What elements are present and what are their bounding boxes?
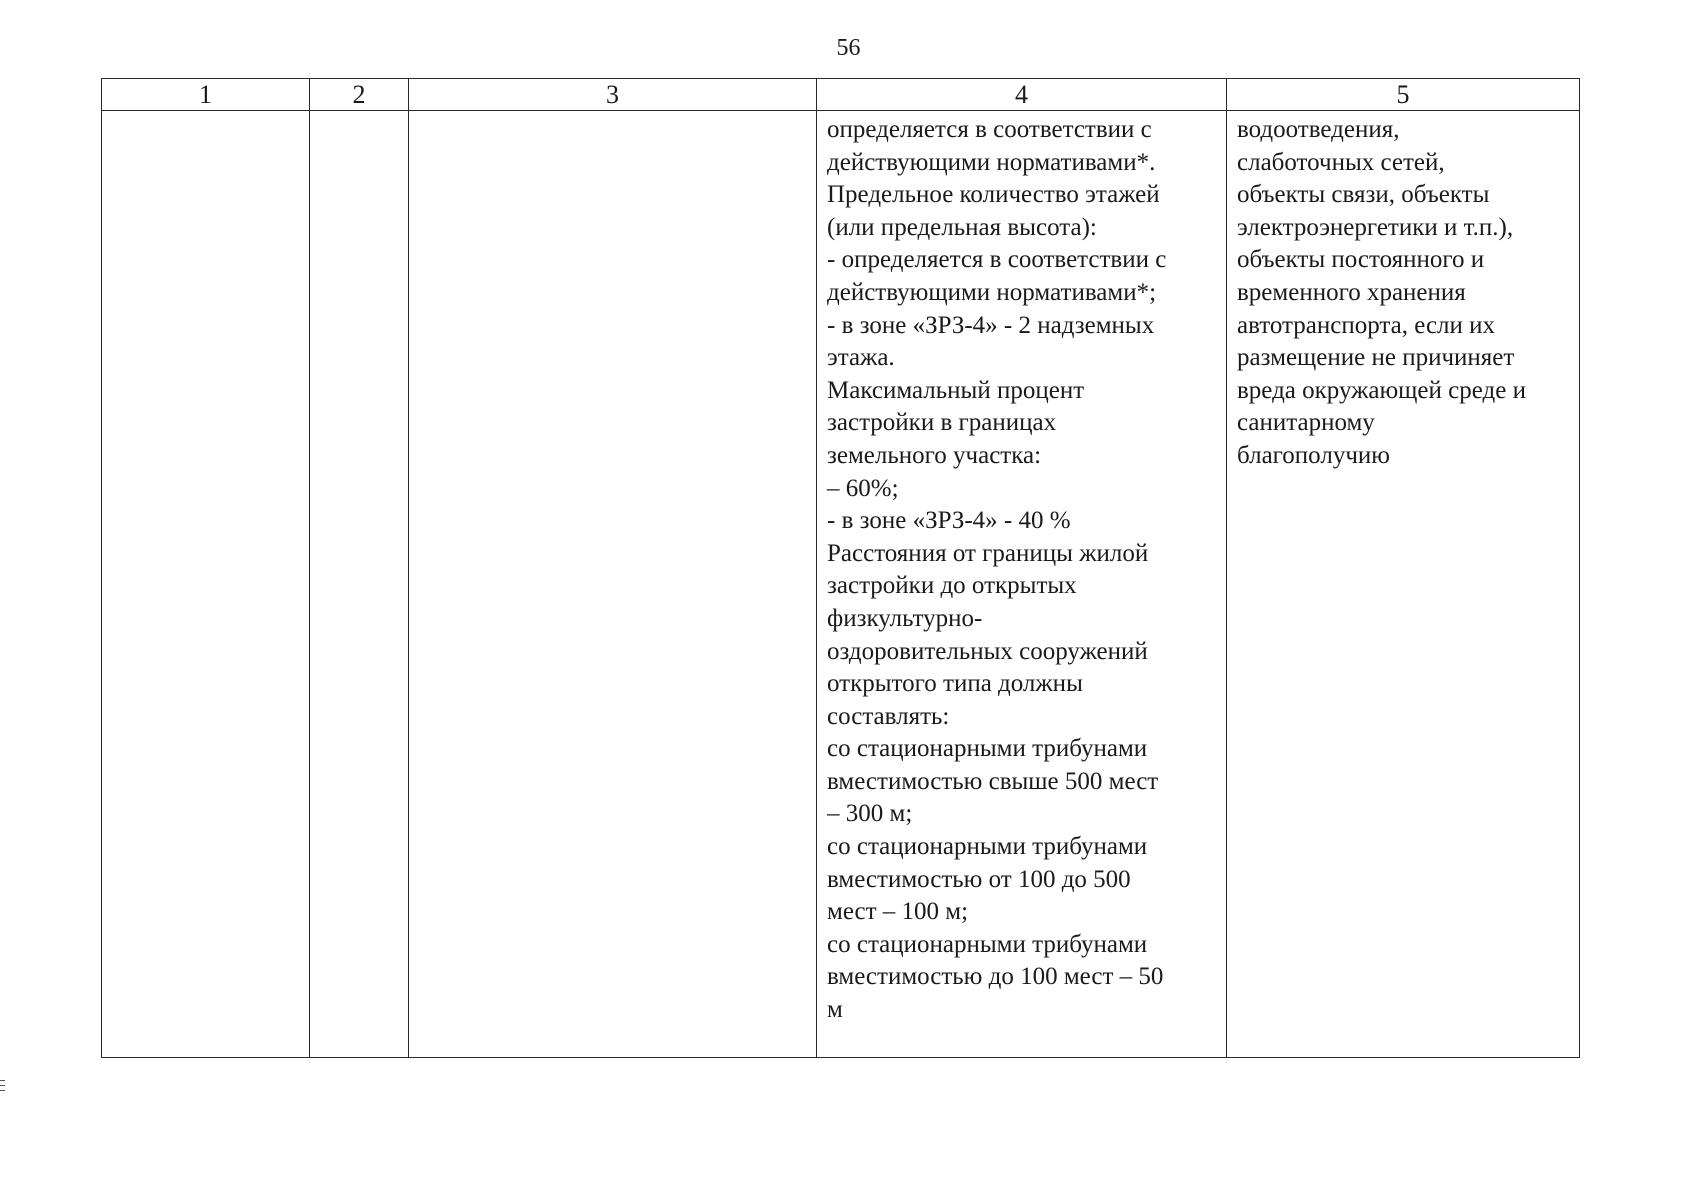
cell-col-1 [102, 111, 310, 1058]
text-line: со стационарными трибунами [827, 833, 1148, 861]
text-line: оздоровительных сооружений [827, 637, 1148, 665]
text-line: временного хранения [1237, 278, 1466, 306]
cell-col-3-text [409, 111, 816, 114]
scan-mark [0, 1085, 5, 1086]
header-row [102, 79, 1580, 111]
col5-text [1227, 111, 1579, 473]
text-line: водоотведения, [1237, 116, 1400, 143]
header-cell-4: 4 [817, 79, 1227, 111]
cell-col-1-text [102, 111, 309, 114]
text-line: – 300 м; [827, 800, 913, 828]
scan-mark [0, 1090, 5, 1091]
header-cell-1: 1 [102, 79, 310, 111]
header-cell-2: 2 [310, 79, 409, 111]
text-line: благополучию [1237, 441, 1390, 469]
text-line: санитарному [1237, 409, 1375, 437]
text-line: со стационарными трибунами [827, 930, 1148, 958]
regulations-table [101, 78, 1580, 1058]
text-line: Предельное количество этажей [827, 181, 1160, 209]
col4-text [817, 111, 1226, 1027]
text-line: действующими нормативами*; [827, 278, 1157, 306]
text-line: слаботочных сетей, [1237, 148, 1445, 176]
cell-col-2-text [310, 111, 408, 114]
text-line: электроэнергетики и т.п.), [1237, 213, 1514, 241]
text-line: вместимостью до 100 мест – 50 [827, 963, 1164, 991]
text-line: объекты постоянного и [1237, 246, 1485, 274]
text-line: земельного участка: [827, 441, 1042, 469]
text-line: - определяется в соответствии с [827, 246, 1167, 274]
text-line: застройки до открытых [827, 572, 1077, 600]
text-line: м [827, 996, 843, 1024]
text-line: вместимостью свыше 500 мест [827, 767, 1159, 795]
text-line: вреда окружающей среде и [1237, 376, 1526, 404]
header-cell-3: 3 [409, 79, 817, 111]
text-line: размещение не причиняет [1237, 344, 1515, 372]
header-cell-5: 5 [1227, 79, 1580, 111]
text-line: – 60%; [827, 474, 899, 502]
text-line: со стационарными трибунами [827, 735, 1148, 763]
scan-mark [0, 1080, 5, 1081]
text-line: - в зоне «ЗРЗ-4» - 2 надземных [827, 311, 1155, 339]
text-line: - в зоне «ЗРЗ-4» - 40 % [827, 507, 1071, 535]
text-line: (или предельная высота): [827, 213, 1097, 241]
table-row [102, 111, 1580, 1058]
cell-col-5 [1227, 111, 1580, 1058]
text-line: объекты связи, объекты [1237, 181, 1490, 209]
text-line: действующими нормативами*. [827, 148, 1156, 176]
text-line: определяется в соответствии с [827, 116, 1152, 143]
text-line: застройки в границах [827, 409, 1057, 437]
text-line: открытого типа должны [827, 670, 1083, 698]
text-line: физкультурно- [827, 604, 983, 632]
text-line: мест – 100 м; [827, 898, 969, 926]
cell-col-3 [409, 111, 817, 1058]
cell-col-4 [817, 111, 1227, 1058]
text-line: Максимальный процент [827, 376, 1085, 404]
text-line: этажа. [827, 344, 895, 372]
cell-col-2 [310, 111, 409, 1058]
text-line: Расстояния от границы жилой [827, 539, 1149, 567]
page-number: 56 [836, 35, 861, 61]
text-line: вместимостью от 100 до 500 [827, 865, 1131, 893]
text-line: составлять: [827, 702, 950, 730]
text-line: автотранспорта, если их [1237, 311, 1496, 339]
